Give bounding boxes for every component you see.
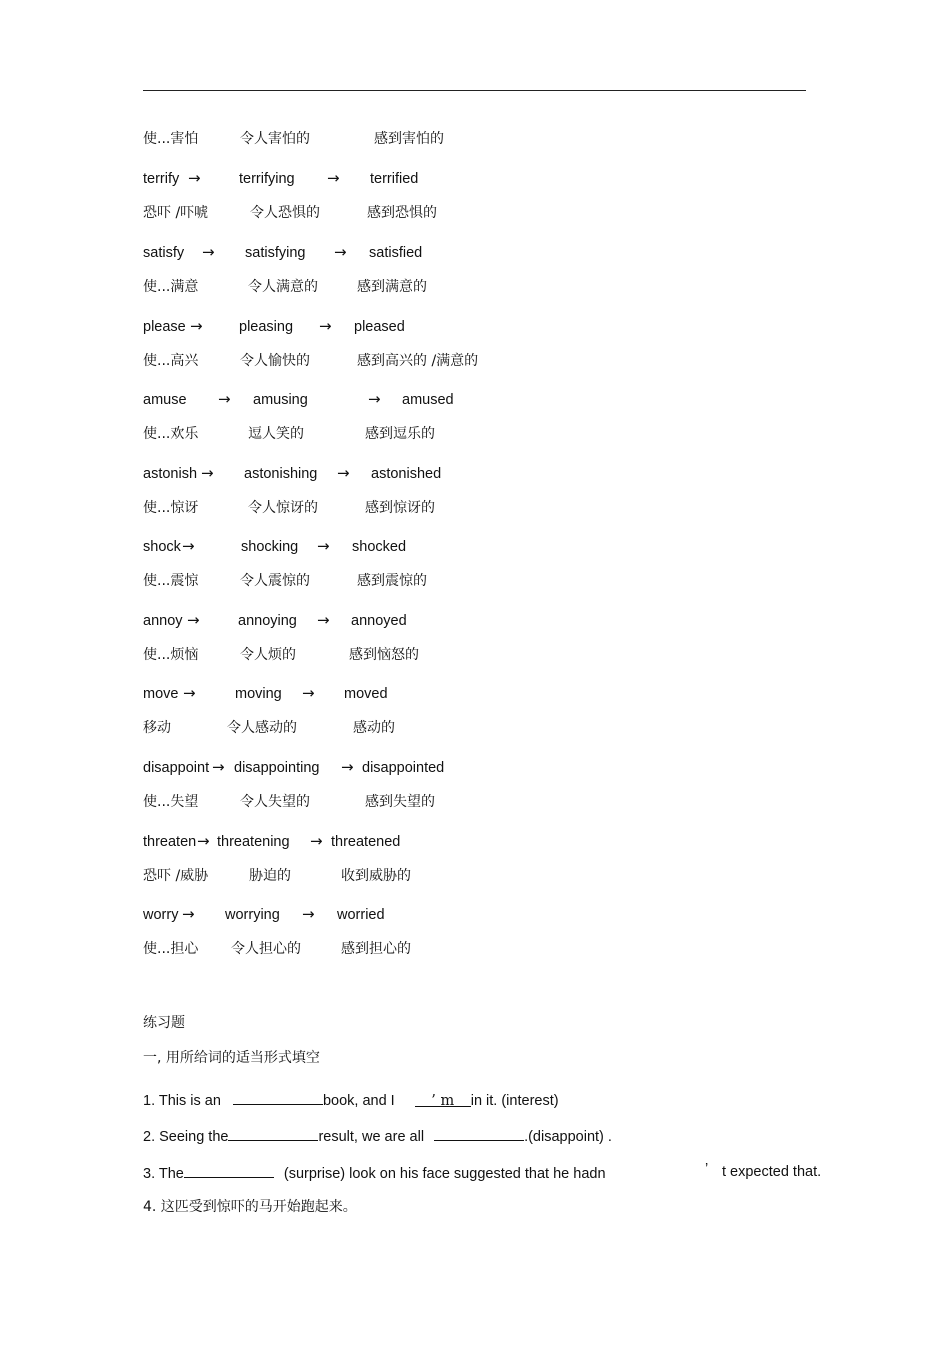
- arrow-icon: →: [319, 317, 332, 335]
- arrow-icon: →: [187, 611, 200, 629]
- arrow-icon: →: [182, 905, 195, 923]
- exercise-3: [143, 1163, 606, 1183]
- row-2-zh-1: 令人愉快的: [240, 353, 310, 369]
- q2-blank-1[interactable]: [228, 1126, 318, 1141]
- q1-blank-2[interactable]: [415, 1092, 471, 1107]
- row-5-en-0: shock: [143, 539, 181, 555]
- row-8-en-2: disappointed: [362, 760, 445, 776]
- row-6-en-0: annoy: [143, 613, 183, 629]
- arrow-icon: →: [202, 243, 215, 261]
- row-8-zh-2: 感到失望的: [365, 794, 435, 810]
- row-6-zh-1: 令人烦的: [240, 647, 296, 663]
- row-0-zh-1: 令人恐惧的: [250, 205, 320, 221]
- row-2-zh-0: 使...高兴: [143, 353, 199, 369]
- arrow-icon: →: [212, 758, 225, 776]
- arrow-icon: →: [188, 169, 201, 187]
- arrow-icon: →: [334, 243, 347, 261]
- q3-text-e: t expected that.: [722, 1164, 822, 1180]
- row-8-en-0: disappoint: [143, 760, 210, 776]
- row-7-en-1: moving: [235, 686, 282, 702]
- row-10-zh-1: 令人担心的: [231, 941, 301, 957]
- row-5-zh-1: 令人震惊的: [240, 573, 310, 589]
- row-4-en-2: astonished: [371, 466, 442, 482]
- row-6-zh-0: 使...烦恼: [143, 647, 199, 663]
- arrow-icon: →: [201, 464, 214, 482]
- top-rule: [143, 90, 806, 91]
- row-2-en-0: please: [143, 319, 186, 335]
- arrow-icon: →: [302, 684, 315, 702]
- row-6-en-2: annoyed: [351, 613, 407, 629]
- header-col1: 使...害怕: [143, 131, 199, 147]
- section-subtitle: 一, 用所给词的适当形式填空: [143, 1050, 320, 1066]
- row-2-en-1: pleasing: [239, 319, 294, 335]
- row-2-zh-2: 感到高兴的 /满意的: [357, 353, 479, 369]
- row-10-en-0: worry: [143, 907, 179, 923]
- exercise-4: 4. 这匹受到惊吓的马开始跑起来。: [143, 1199, 357, 1215]
- row-7-zh-1: 令人感动的: [227, 720, 297, 736]
- arrow-icon: →: [341, 758, 354, 776]
- row-8-zh-1: 令人失望的: [240, 794, 310, 810]
- row-0-en-1: terrifying: [239, 171, 295, 187]
- row-3-en-1: amusing: [253, 392, 308, 408]
- header-col2: 令人害怕的: [240, 131, 310, 147]
- row-8-zh-0: 使...失望: [143, 794, 199, 810]
- arrow-icon: →: [317, 611, 330, 629]
- row-9-zh-1: 胁迫的: [249, 868, 291, 884]
- arrow-icon: →: [183, 684, 196, 702]
- row-1-en-2: satisfied: [369, 245, 423, 261]
- row-0-zh-0: 恐吓 /吓唬: [143, 205, 209, 221]
- header-col3: 感到害怕的: [374, 131, 444, 147]
- row-3-en-2: amused: [402, 392, 454, 408]
- exercise-1: [143, 1090, 559, 1110]
- row-5-en-1: shocking: [241, 539, 299, 555]
- row-9-zh-0: 恐吓 /威胁: [143, 868, 209, 884]
- q1-text-c: ’ m: [431, 1093, 455, 1109]
- q2-text-a: 2. Seeing the: [143, 1129, 229, 1145]
- arrow-icon: →: [368, 390, 381, 408]
- q3-apostrophe: ’: [705, 1161, 709, 1177]
- row-5-zh-2: 感到震惊的: [357, 573, 427, 589]
- q2-text-c: .(disappoint) .: [524, 1129, 612, 1145]
- row-9-zh-2: 收到威胁的: [341, 868, 411, 884]
- row-8-en-1: disappointing: [234, 760, 320, 776]
- row-1-zh-1: 令人满意的: [248, 279, 318, 295]
- row-4-zh-2: 感到惊讶的: [365, 500, 435, 516]
- section-title: 练习题: [143, 1015, 185, 1031]
- row-0-zh-2: 感到恐惧的: [367, 205, 437, 221]
- q1-blank-1[interactable]: [233, 1090, 323, 1105]
- arrow-icon: →: [182, 537, 195, 555]
- q1-text-d: in it. (interest): [470, 1093, 559, 1109]
- row-0-en-2: terrified: [370, 171, 419, 187]
- row-7-en-2: moved: [344, 686, 388, 702]
- row-9-en-2: threatened: [331, 834, 401, 850]
- row-6-en-1: annoying: [238, 613, 297, 629]
- arrow-icon: →: [310, 832, 323, 850]
- q3-blank-1[interactable]: [184, 1163, 274, 1178]
- row-0-en-0: terrify: [143, 171, 180, 187]
- row-2-en-2: pleased: [354, 319, 405, 335]
- arrow-icon: →: [317, 537, 330, 555]
- row-10-zh-2: 感到担心的: [341, 941, 411, 957]
- row-1-zh-2: 感到满意的: [357, 279, 427, 295]
- row-1-zh-0: 使...满意: [143, 279, 199, 295]
- row-4-en-1: astonishing: [244, 466, 318, 482]
- row-5-zh-0: 使...震惊: [143, 573, 199, 589]
- arrow-icon: →: [327, 169, 340, 187]
- q2-text-b: result, we are all: [318, 1129, 425, 1145]
- row-1-en-0: satisfy: [143, 245, 185, 261]
- row-1-en-1: satisfying: [245, 245, 306, 261]
- q3-text-c: k on his face suggested that he hadn: [368, 1166, 606, 1182]
- q1-text-b: book, and I: [322, 1093, 395, 1109]
- row-9-en-0: threaten: [143, 834, 197, 850]
- q2-blank-2[interactable]: [434, 1126, 524, 1141]
- row-3-en-0: amuse: [143, 392, 187, 408]
- row-3-zh-0: 使...欢乐: [143, 426, 199, 442]
- row-7-zh-0: 移动: [143, 720, 171, 736]
- row-10-zh-0: 使...担心: [143, 941, 199, 957]
- row-3-zh-1: 逗人笑的: [248, 426, 304, 442]
- arrow-icon: →: [302, 905, 315, 923]
- row-4-zh-1: 令人惊讶的: [248, 500, 318, 516]
- row-4-zh-0: 使...惊讶: [143, 500, 199, 516]
- row-10-en-2: worried: [337, 907, 385, 923]
- exercise-2: [143, 1126, 612, 1146]
- row-6-zh-2: 感到恼怒的: [349, 647, 419, 663]
- row-9-en-1: threatening: [217, 834, 290, 850]
- arrow-icon: →: [218, 390, 231, 408]
- q1-text-a: 1. This is an: [143, 1093, 221, 1109]
- row-4-en-0: astonish: [143, 466, 198, 482]
- row-7-zh-2: 感动的: [353, 720, 395, 736]
- arrow-icon: →: [190, 317, 203, 335]
- q3-text-a: 3. The: [143, 1166, 184, 1182]
- arrow-icon: →: [197, 832, 210, 850]
- row-10-en-1: worrying: [225, 907, 280, 923]
- row-5-en-2: shocked: [352, 539, 407, 555]
- row-7-en-0: move: [143, 686, 179, 702]
- q3-text-b: (surprise) loo: [283, 1166, 369, 1182]
- arrow-icon: →: [337, 464, 350, 482]
- row-3-zh-2: 感到逗乐的: [365, 426, 435, 442]
